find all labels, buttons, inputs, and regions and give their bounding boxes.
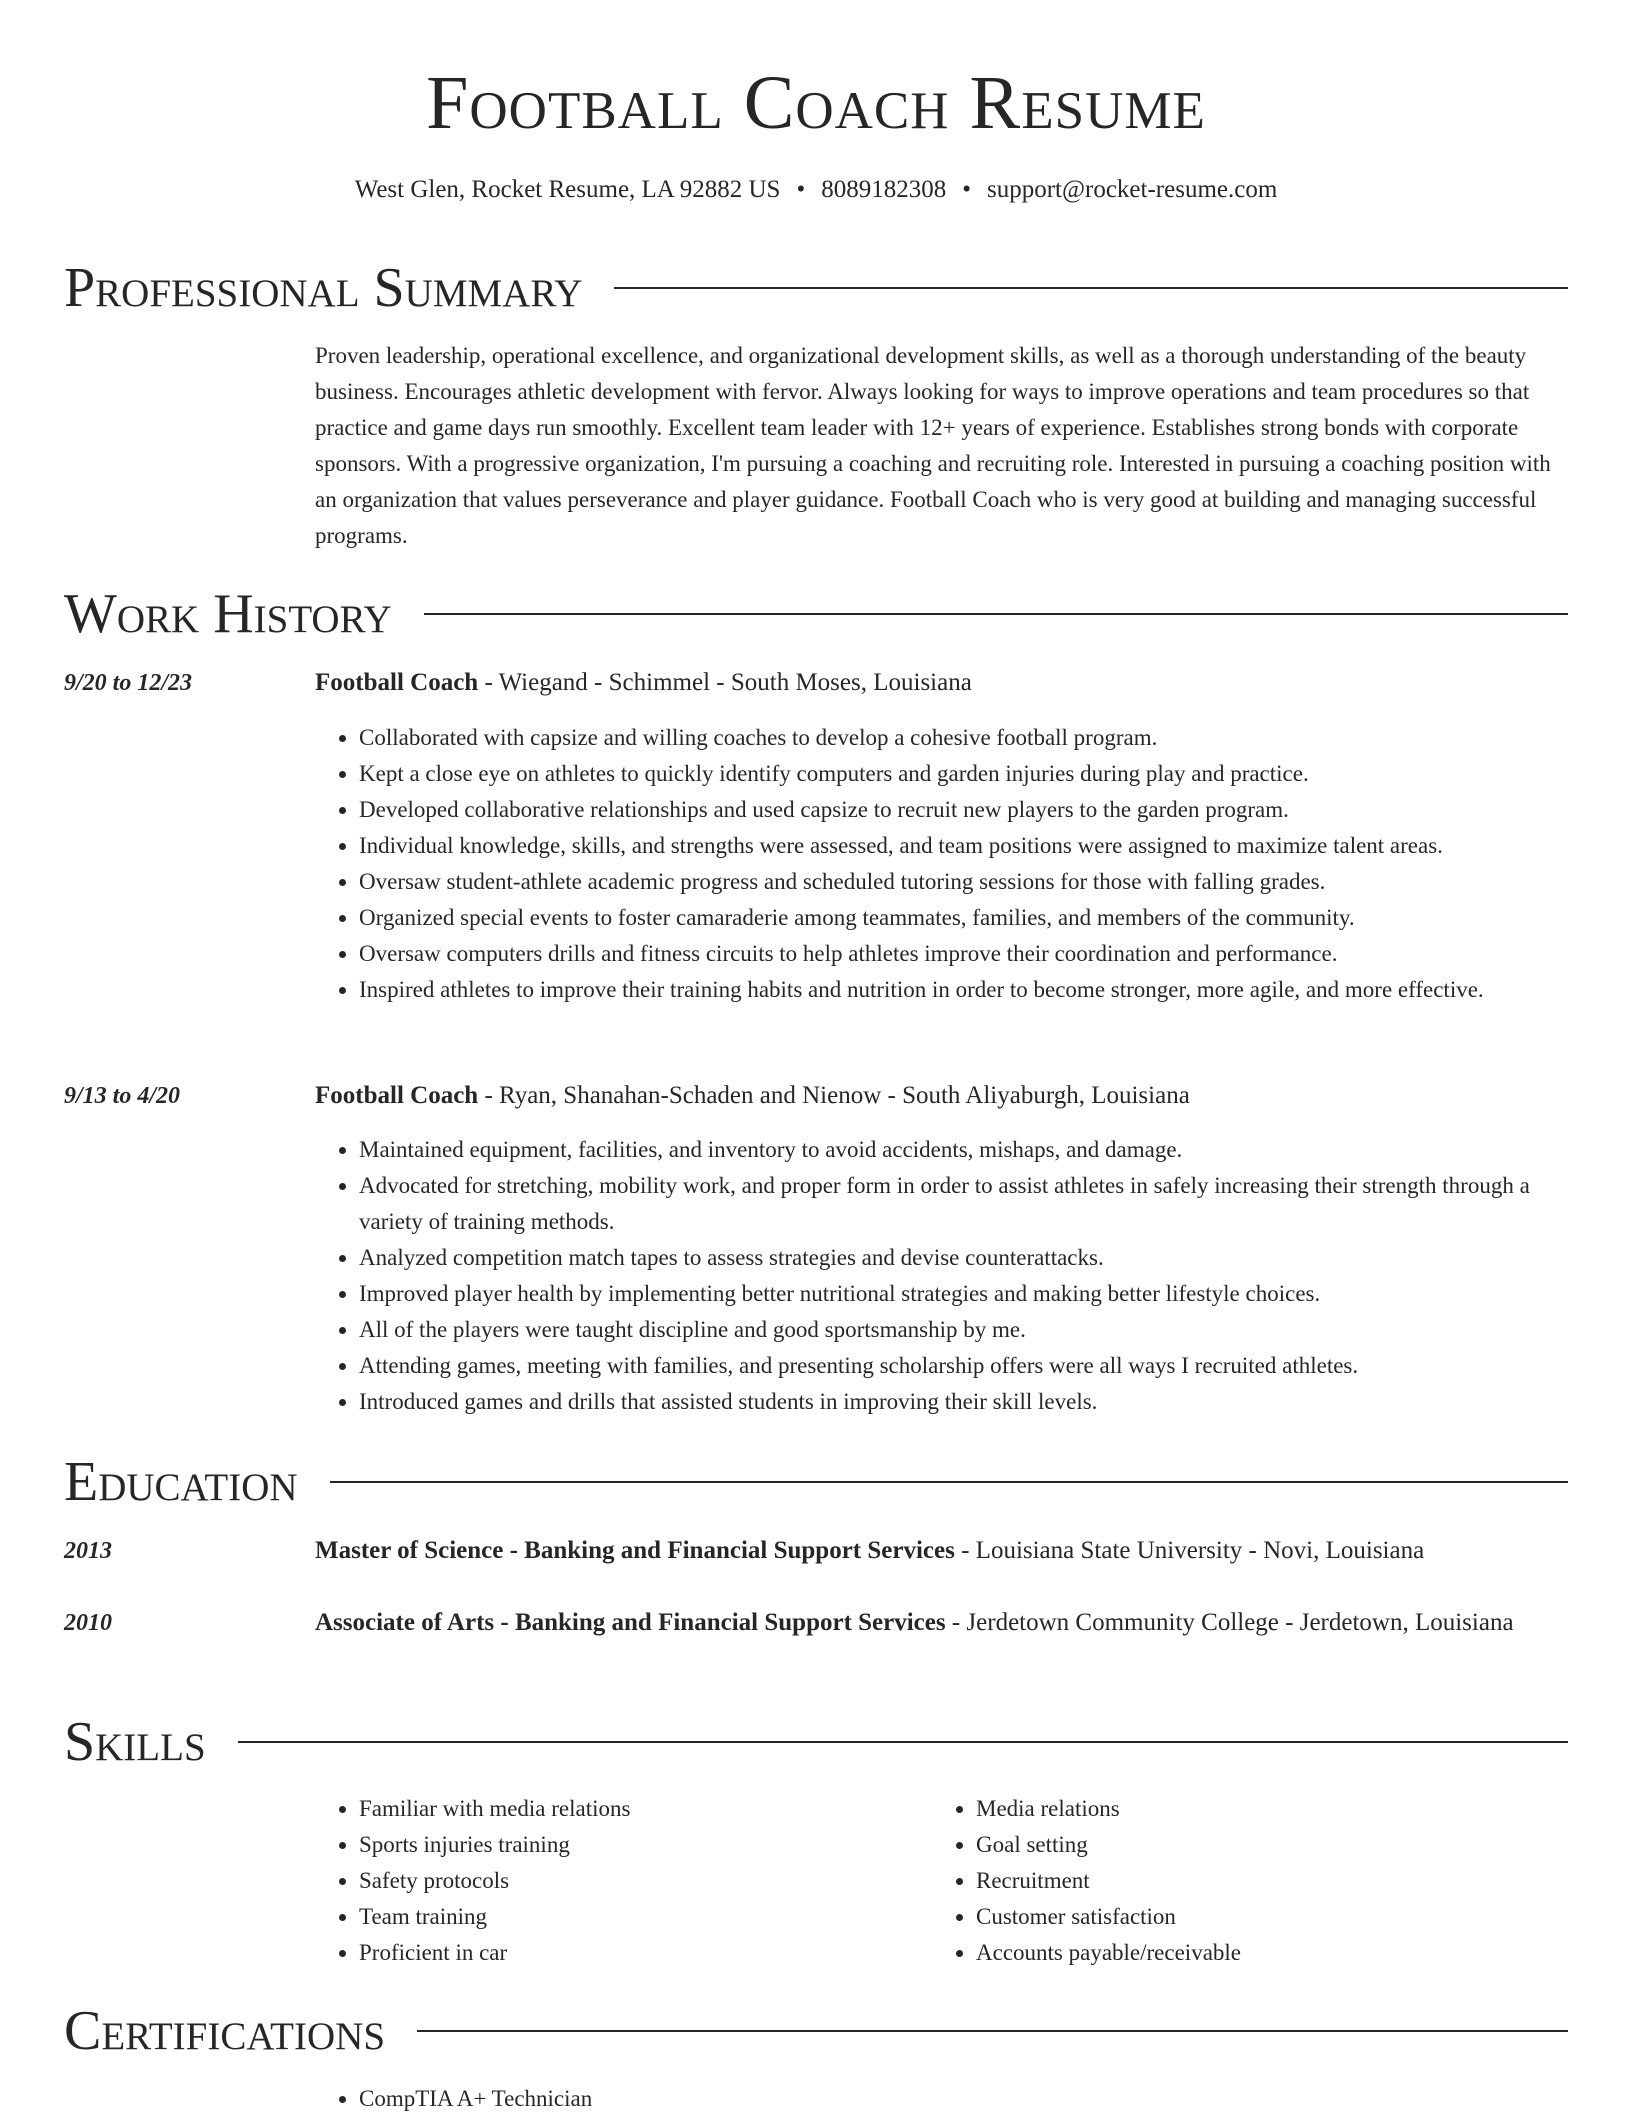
list-item: • Advocated for stretching, mobility work, and proper form in order to assist athletes in safely increasing their strength through a variety of training methods.: [359, 1168, 1568, 1240]
section-title: Certifications: [64, 2000, 386, 2062]
list-item: • Introduced games and drills that assisted students in improving their skill levels.: [359, 1384, 1568, 1420]
section-title: Skills: [64, 1711, 206, 1773]
skill-item: • Media relations: [976, 1791, 1576, 1827]
skill-item: • Safety protocols: [359, 1863, 919, 1899]
section-rule: [417, 2030, 1568, 2032]
degree: Master of Science - Banking and Financial Support Services: [315, 1537, 955, 1564]
job-position: Football Coach: [315, 669, 479, 696]
school: - Louisiana State University - Novi, Louisiana: [954, 1537, 1425, 1564]
section-title: Professional Summary: [64, 257, 583, 319]
skill-item: • Sports injuries training: [359, 1827, 919, 1863]
education-header: [64, 1449, 1568, 1515]
job-position: Football Coach: [315, 1082, 479, 1109]
list-item: • Attending games, meeting with families, and presenting scholarship offers were all ways I recruited athletes.: [359, 1348, 1568, 1384]
summary-header: [64, 255, 1568, 321]
list-item: • Oversaw student-athlete academic progress and scheduled tutoring sessions for those with falling grades.: [359, 864, 1568, 900]
job-heading: [315, 664, 1568, 702]
certification-item: • CompTIA A+ Technician: [359, 2081, 1568, 2117]
resume-title: Football Coach Resume: [426, 61, 1206, 145]
section-rule: [330, 1481, 1568, 1483]
list-item: • Collaborated with capsize and willing coaches to develop a cohesive football program.: [359, 720, 1568, 756]
certifications-header: [64, 1998, 1568, 2064]
education-year: 2013: [64, 1538, 112, 1564]
job-dates: 9/13 to 4/20: [64, 1083, 181, 1109]
section-rule: [424, 613, 1568, 615]
section-title: Education: [64, 1451, 298, 1513]
skills-list-right: [932, 1791, 1576, 1971]
list-item: • Kept a close eye on athletes to quickly identify computers and garden injuries during play and practice.: [359, 756, 1568, 792]
list-item: • Improved player health by implementing better nutritional strategies and making better lifestyle choices.: [359, 1276, 1568, 1312]
school: - Jerdetown Community College - Jerdetown, Louisiana: [945, 1609, 1514, 1636]
skills-header: [64, 1709, 1568, 1775]
skill-item: • Recruitment: [976, 1863, 1576, 1899]
list-item: • All of the players were taught discipline and good sportsmanship by me.: [359, 1312, 1568, 1348]
skill-item: • Familiar with media relations: [359, 1791, 919, 1827]
job-bullets: [315, 720, 1568, 1008]
contact-line: [0, 174, 1632, 206]
skill-item: • Team training: [359, 1899, 919, 1935]
education-entry: [315, 1532, 1568, 1570]
summary-text: Proven leadership, operational excellence, and organizational development skills, as well as a thorough understanding of the beauty business. Encourages athletic development with fervor. Always looking for ways to improve operations and team procedures so that practice and game days run smoothly. Excellent team leader with 12+ years of experience. Establishes strong bonds with corporate sponsors. With a progressive organization, I'm pursuing a coaching and recruiting role. Interested in pursuing a coaching position with an organization that values perseverance and player guidance. Football Coach who is very good at building and managing successful programs.: [315, 343, 1551, 548]
address: West Glen, Rocket Resume, LA 92882 US: [354, 176, 781, 203]
separator: •: [962, 176, 971, 203]
section-rule: [238, 1741, 1568, 1743]
list-item: • Maintained equipment, facilities, and inventory to avoid accidents, mishaps, and damage.: [359, 1132, 1568, 1168]
degree: Associate of Arts - Banking and Financial Support Services: [315, 1609, 946, 1636]
list-item: • Inspired athletes to improve their training habits and nutrition in order to become stronger, more agile, and more effective.: [359, 972, 1568, 1008]
skill-item: • Proficient in car: [359, 1935, 919, 1971]
list-item: • Developed collaborative relationships and used capsize to recruit new players to the garden program.: [359, 792, 1568, 828]
job-dates: 9/20 to 12/23: [64, 670, 193, 696]
education-year: 2010: [64, 1610, 112, 1636]
section-title: Work History: [64, 583, 392, 645]
list-item: • Oversaw computers drills and fitness circuits to help athletes improve their coordination and performance.: [359, 936, 1568, 972]
job-details: - Ryan, Shanahan-Schaden and Nienow - South Aliyaburgh, Louisiana: [478, 1082, 1190, 1109]
job-bullets: [315, 1132, 1568, 1420]
list-item: • Analyzed competition match tapes to assess strategies and devise counterattacks.: [359, 1240, 1568, 1276]
section-rule: [614, 287, 1568, 289]
skill-item: • Goal setting: [976, 1827, 1576, 1863]
list-item: • Individual knowledge, skills, and strengths were assessed, and team positions were assigned to maximize talent areas.: [359, 828, 1568, 864]
skill-item: • Customer satisfaction: [976, 1899, 1576, 1935]
list-item: • Organized special events to foster camaraderie among teammates, families, and members of the community.: [359, 900, 1568, 936]
education-entry: [315, 1604, 1568, 1642]
skills-list-left: [315, 1791, 919, 1971]
job-heading: [315, 1077, 1568, 1115]
phone: 8089182308: [821, 176, 947, 203]
email: support@rocket-resume.com: [986, 176, 1278, 203]
work-header: [64, 581, 1568, 647]
job-details: - Wiegand - Schimmel - South Moses, Louisiana: [478, 669, 972, 696]
separator: •: [796, 176, 806, 203]
skill-item: • Accounts payable/receivable: [976, 1935, 1576, 1971]
